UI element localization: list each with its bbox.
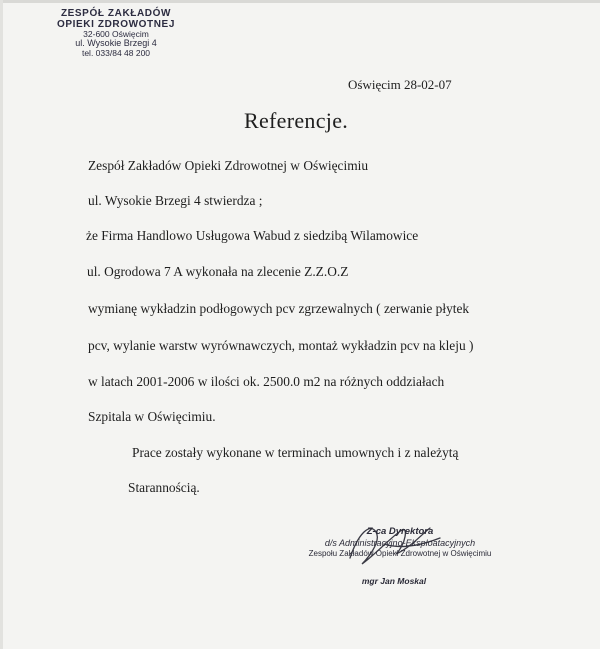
body-line-9: Prace zostały wykonane w terminach umownych i z należytą (132, 445, 459, 460)
body-line-3: że Firma Handlowo Usługowa Wabud z siedzibą Wilamowice (86, 228, 419, 243)
signature-stamp (300, 526, 500, 559)
body-line-1: Zespół Zakładów Opieki Zdrowotnej w Oświęcimiu (88, 158, 369, 173)
stamp-line-2: OPIEKI ZDROWOTNEJ (57, 19, 175, 30)
signature-stamp-line-2: d/s Administracyjno-Eksploatacyjnych (324, 537, 476, 548)
stamp-line-1: ZESPÓŁ ZAKŁADÓW (60, 8, 172, 19)
scan-edge-top (0, 0, 600, 3)
body-line-4: ul. Ogrodowa 7 A wykonała na zlecenie Z.Z.O.Z (87, 264, 349, 279)
body-line-6: pcv, wylanie warstw wyrównawczych, montaż wykładzin pcv na kleju ) (88, 338, 474, 353)
stamp-line-5: tel. 033/84 48 200 (81, 48, 151, 59)
signature-stamp-line-3: Zespołu Zakładów Opieki Zdrowotnej w Oświęcimiu (308, 549, 492, 559)
body-line-8: Szpitala w Oświęcimiu. (88, 409, 216, 424)
body-line-2: ul. Wysokie Brzegi 4 stwierdza ; (88, 193, 263, 208)
signature-stamp-line-1: Z-ca Dyrektora (366, 526, 434, 537)
body-line-5: wymianę wykładzin podłogowych pcv zgrzewalnych ( zerwanie płytek (88, 301, 470, 316)
body-line-7: w latach 2001-2006 w ilości ok. 2500.0 m2 na różnych oddziałach (88, 374, 445, 389)
stamp-line-3: 32-600 Oświęcim (83, 29, 149, 39)
scan-edge-left (0, 0, 3, 649)
stamp-line-4: ul. Wysokie Brzegi 4 (75, 38, 157, 49)
body-line-10: Starannością. (128, 480, 200, 495)
document-date: Oświęcim 28-02-07 (348, 77, 452, 92)
header-stamp (56, 8, 176, 59)
document-title: Referencje. (244, 108, 349, 133)
signatory-name: mgr Jan Moskal (361, 576, 427, 586)
